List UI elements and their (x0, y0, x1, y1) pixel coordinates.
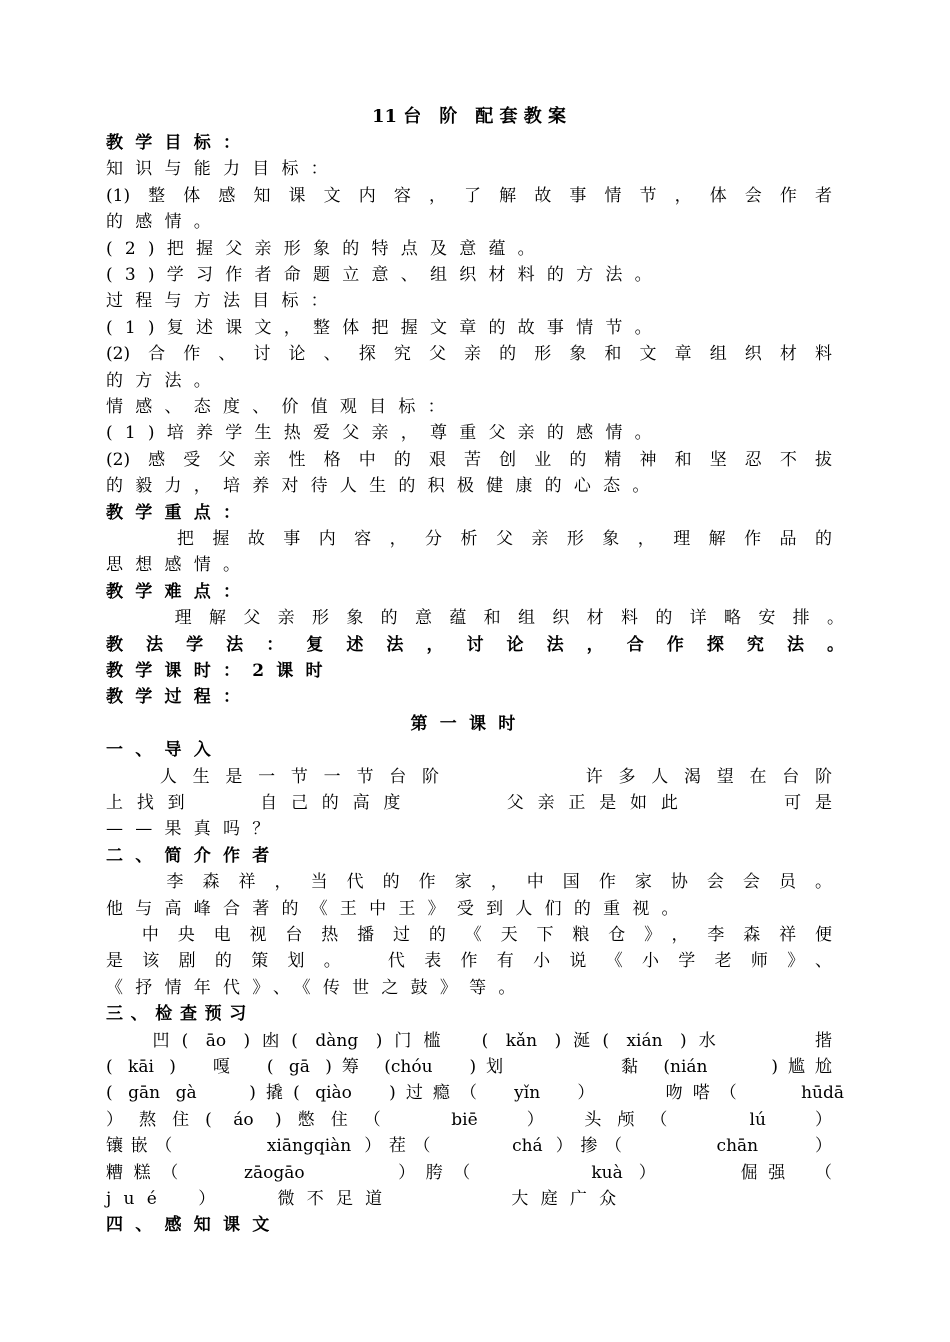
text-line: 人生是一节一节台阶 许多人渴望在台阶 (106, 766, 832, 787)
text-line: (2)合作、讨论、探究父亲的形象和文章组织材料 (106, 344, 832, 365)
text-line: jué ） 微不足道 大庭广众 (106, 1189, 629, 1209)
text-line: 他与高峰合著的《王中王》受到人们的重视。 (106, 898, 691, 919)
text-line: 二、简介作者 (106, 845, 282, 866)
text-line: 教学课时：2课时 (106, 661, 335, 681)
text-line: 中央电视台热播过的《天下粮仓》，李森祥便 (106, 925, 832, 945)
text-line: 过程与方法目标： (106, 291, 340, 312)
text-line: 三、检查预习 (106, 1004, 254, 1025)
text-line: 糟糕（ zāogāo ）胯（ kuà ） 倔强 （ (106, 1162, 832, 1183)
text-line: ——果真吗？ (106, 819, 282, 840)
text-line: 李森祥，当代的作家，中国作家协会会员。 (106, 872, 832, 893)
text-line: 的方法。 (106, 370, 223, 391)
text-line: 第一课时 (410, 713, 528, 734)
text-line: (2)感受父亲性格中的艰苦创业的精神和坚忍不拔 (106, 449, 832, 470)
text-line: (1)整体感知课文内容，了解故事情节，体会作者 (106, 185, 832, 206)
text-line: 思想感情。 (106, 555, 253, 576)
text-line: 的毅力，培养对待人生的积极健康的心态。 (106, 476, 662, 497)
text-line: (2)把握父亲形象的特点及意蕴。 (106, 238, 547, 259)
text-line: 上找到 自己的高度 父亲正是如此 可是 (106, 793, 832, 813)
text-line: 教法学法：复述法，讨论法，合作探究法。 (106, 634, 844, 655)
text-line: ( kāi ) 嘎 ( gā )筹 (chóu )划 黏 (nián )尴尬 (106, 1057, 832, 1077)
text-line: 教学难点： (106, 581, 253, 602)
text-line: 教学过程： (106, 687, 253, 708)
text-line: ）熬住( áo )憋住（ biē ） 头颅（ lú ） (106, 1109, 832, 1130)
text-line: ( gān gà )撬( qiào )过瘾（ yǐn ） 吻嗒（ hūdā (106, 1083, 844, 1104)
text-line: 是该剧的策划。 代表作有小说《小学老师》、 (106, 951, 832, 972)
text-line: (3)学习作者命题立意、组织材料的方法。 (106, 265, 664, 285)
text-line: 的感情。 (106, 212, 223, 233)
document-title: 11 台 阶 配 套 教 案 (371, 106, 567, 127)
text-line: 一、导入 (106, 740, 223, 761)
text-line: 教学重点： (106, 502, 253, 523)
text-line: (1)复述课文，整体把握文章的故事情节。 (106, 317, 664, 338)
text-line: 把握故事内容，分析父亲形象，理解作品的 (106, 529, 832, 549)
text-line: 教学目标： (106, 133, 253, 153)
text-line: 镶嵌（ xiāngqiàn ）茬（ chá ）掺（ chān ） (106, 1136, 832, 1157)
text-line: 四、感知课文 (106, 1215, 282, 1236)
text-line: 理解父亲形象的意蕴和组织材料的详略安排。 (106, 608, 844, 629)
text-line: 知识与能力目标： (106, 159, 340, 180)
text-line: (1)培养学生热爱父亲，尊重父亲的感情。 (106, 423, 664, 444)
text-line: 《抒情年代》、《传世之鼓》等。 (106, 977, 528, 998)
text-line: 凹( āo )凼( dàng )门槛 ( kǎn )涎( xián )水 揩 (106, 1030, 832, 1051)
text-line: 情感、态度、价值观目标： (106, 397, 457, 417)
